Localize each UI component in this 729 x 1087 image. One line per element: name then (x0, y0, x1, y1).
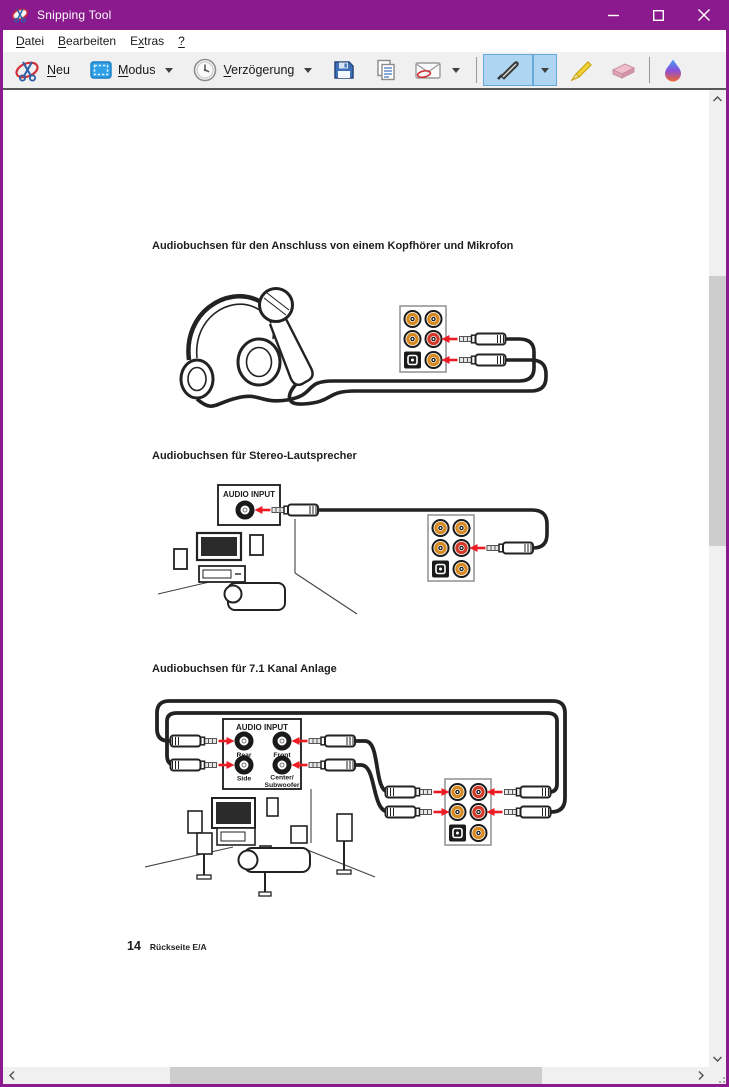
highlighter-button[interactable] (561, 54, 599, 86)
delay-button[interactable] (187, 54, 322, 86)
scroll-down-button[interactable] (709, 1050, 726, 1067)
snipping-tool-app-icon (11, 6, 29, 24)
chevron-down-icon (713, 1056, 722, 1062)
eraser-icon (609, 58, 637, 82)
pen-selected-group (483, 54, 557, 86)
71-channel-diagram (145, 691, 577, 913)
stereo-speaker-diagram (150, 477, 570, 639)
horizontal-scroll-track[interactable] (20, 1067, 692, 1084)
minimize-icon (608, 10, 619, 21)
audio-input-label-71: AUDIO INPUT (236, 723, 288, 732)
vertical-scroll-thumb[interactable] (709, 276, 726, 546)
vertical-scrollbar[interactable] (709, 90, 726, 1067)
paint3d-button[interactable] (656, 54, 690, 86)
scroll-left-button[interactable] (3, 1067, 20, 1084)
scissors-icon (15, 58, 41, 82)
pen-button[interactable] (483, 54, 533, 86)
copy-button[interactable] (368, 54, 404, 86)
new-snip-label: Neu (47, 63, 70, 77)
pen-dropdown-caret (541, 68, 549, 73)
jack-label-front: Front (273, 752, 291, 759)
headphone-mic-diagram (175, 282, 565, 414)
vertical-scroll-track[interactable] (709, 107, 726, 1050)
toolbar-separator (649, 57, 650, 83)
maximize-button[interactable] (636, 0, 681, 30)
menu-hilfe[interactable]: ? (178, 34, 185, 48)
maximize-icon (653, 10, 664, 21)
section1-heading: Audiobuchsen für den Anschluss von einem Kopfhörer und Mikrofon (152, 240, 514, 252)
mode-dropdown-caret[interactable] (165, 68, 173, 73)
page-number: 14 (127, 939, 141, 953)
jack-label-rear: Rear (236, 752, 252, 759)
section3-heading: Audiobuchsen für 7.1 Kanal Anlage (152, 663, 337, 675)
audio-input-label: AUDIO INPUT (223, 490, 275, 499)
window-title: Snipping Tool (37, 8, 112, 22)
jack-label-center2: Subwoofer (264, 782, 300, 789)
selection-mode-icon (90, 59, 112, 81)
mode-button[interactable] (84, 55, 184, 85)
pen-icon (494, 58, 522, 82)
close-button[interactable] (681, 0, 726, 30)
email-button[interactable] (408, 54, 470, 86)
delay-label: Verzögerung (223, 63, 295, 77)
section2-heading: Audiobuchsen für Stereo-Lautsprecher (152, 450, 357, 462)
toolbar (3, 52, 726, 90)
email-icon (414, 58, 442, 82)
page-footer (127, 939, 207, 953)
toolbar-separator (476, 57, 477, 83)
close-icon (698, 9, 710, 21)
new-snip-button[interactable] (9, 54, 76, 86)
horizontal-scrollbar[interactable] (3, 1067, 709, 1084)
bottom-bar (3, 1067, 726, 1084)
delay-dropdown-caret[interactable] (304, 68, 312, 73)
chevron-up-icon (713, 96, 722, 102)
menu-extras[interactable]: Extras (130, 34, 165, 48)
minimize-button[interactable] (591, 0, 636, 30)
mode-label: Modus (117, 63, 156, 77)
jack-label-center1: Center/ (270, 774, 294, 782)
titlebar (3, 0, 726, 30)
highlighter-icon (567, 58, 593, 82)
save-icon (332, 58, 356, 82)
email-dropdown-caret[interactable] (452, 68, 460, 73)
chevron-right-icon (698, 1071, 704, 1080)
menu-bearbeiten[interactable]: Bearbeiten (58, 34, 117, 48)
snip-preview (3, 90, 709, 1067)
footer-label: Rückseite E/A (149, 942, 207, 952)
menubar (3, 30, 726, 52)
eraser-button[interactable] (603, 54, 643, 86)
pen-dropdown-button[interactable] (533, 54, 557, 86)
paint3d-icon (662, 58, 684, 82)
main-area (3, 90, 726, 1067)
scroll-right-button[interactable] (692, 1067, 709, 1084)
resize-grip-icon (716, 1074, 726, 1084)
clock-icon (193, 58, 217, 82)
menu-datei[interactable]: Datei (16, 34, 45, 48)
copy-icon (374, 58, 398, 82)
scroll-up-button[interactable] (709, 90, 726, 107)
save-button[interactable] (326, 54, 362, 86)
chevron-left-icon (9, 1071, 15, 1080)
jack-label-side: Side (236, 775, 252, 783)
resize-grip[interactable] (709, 1067, 726, 1084)
horizontal-scroll-thumb[interactable] (170, 1067, 542, 1084)
